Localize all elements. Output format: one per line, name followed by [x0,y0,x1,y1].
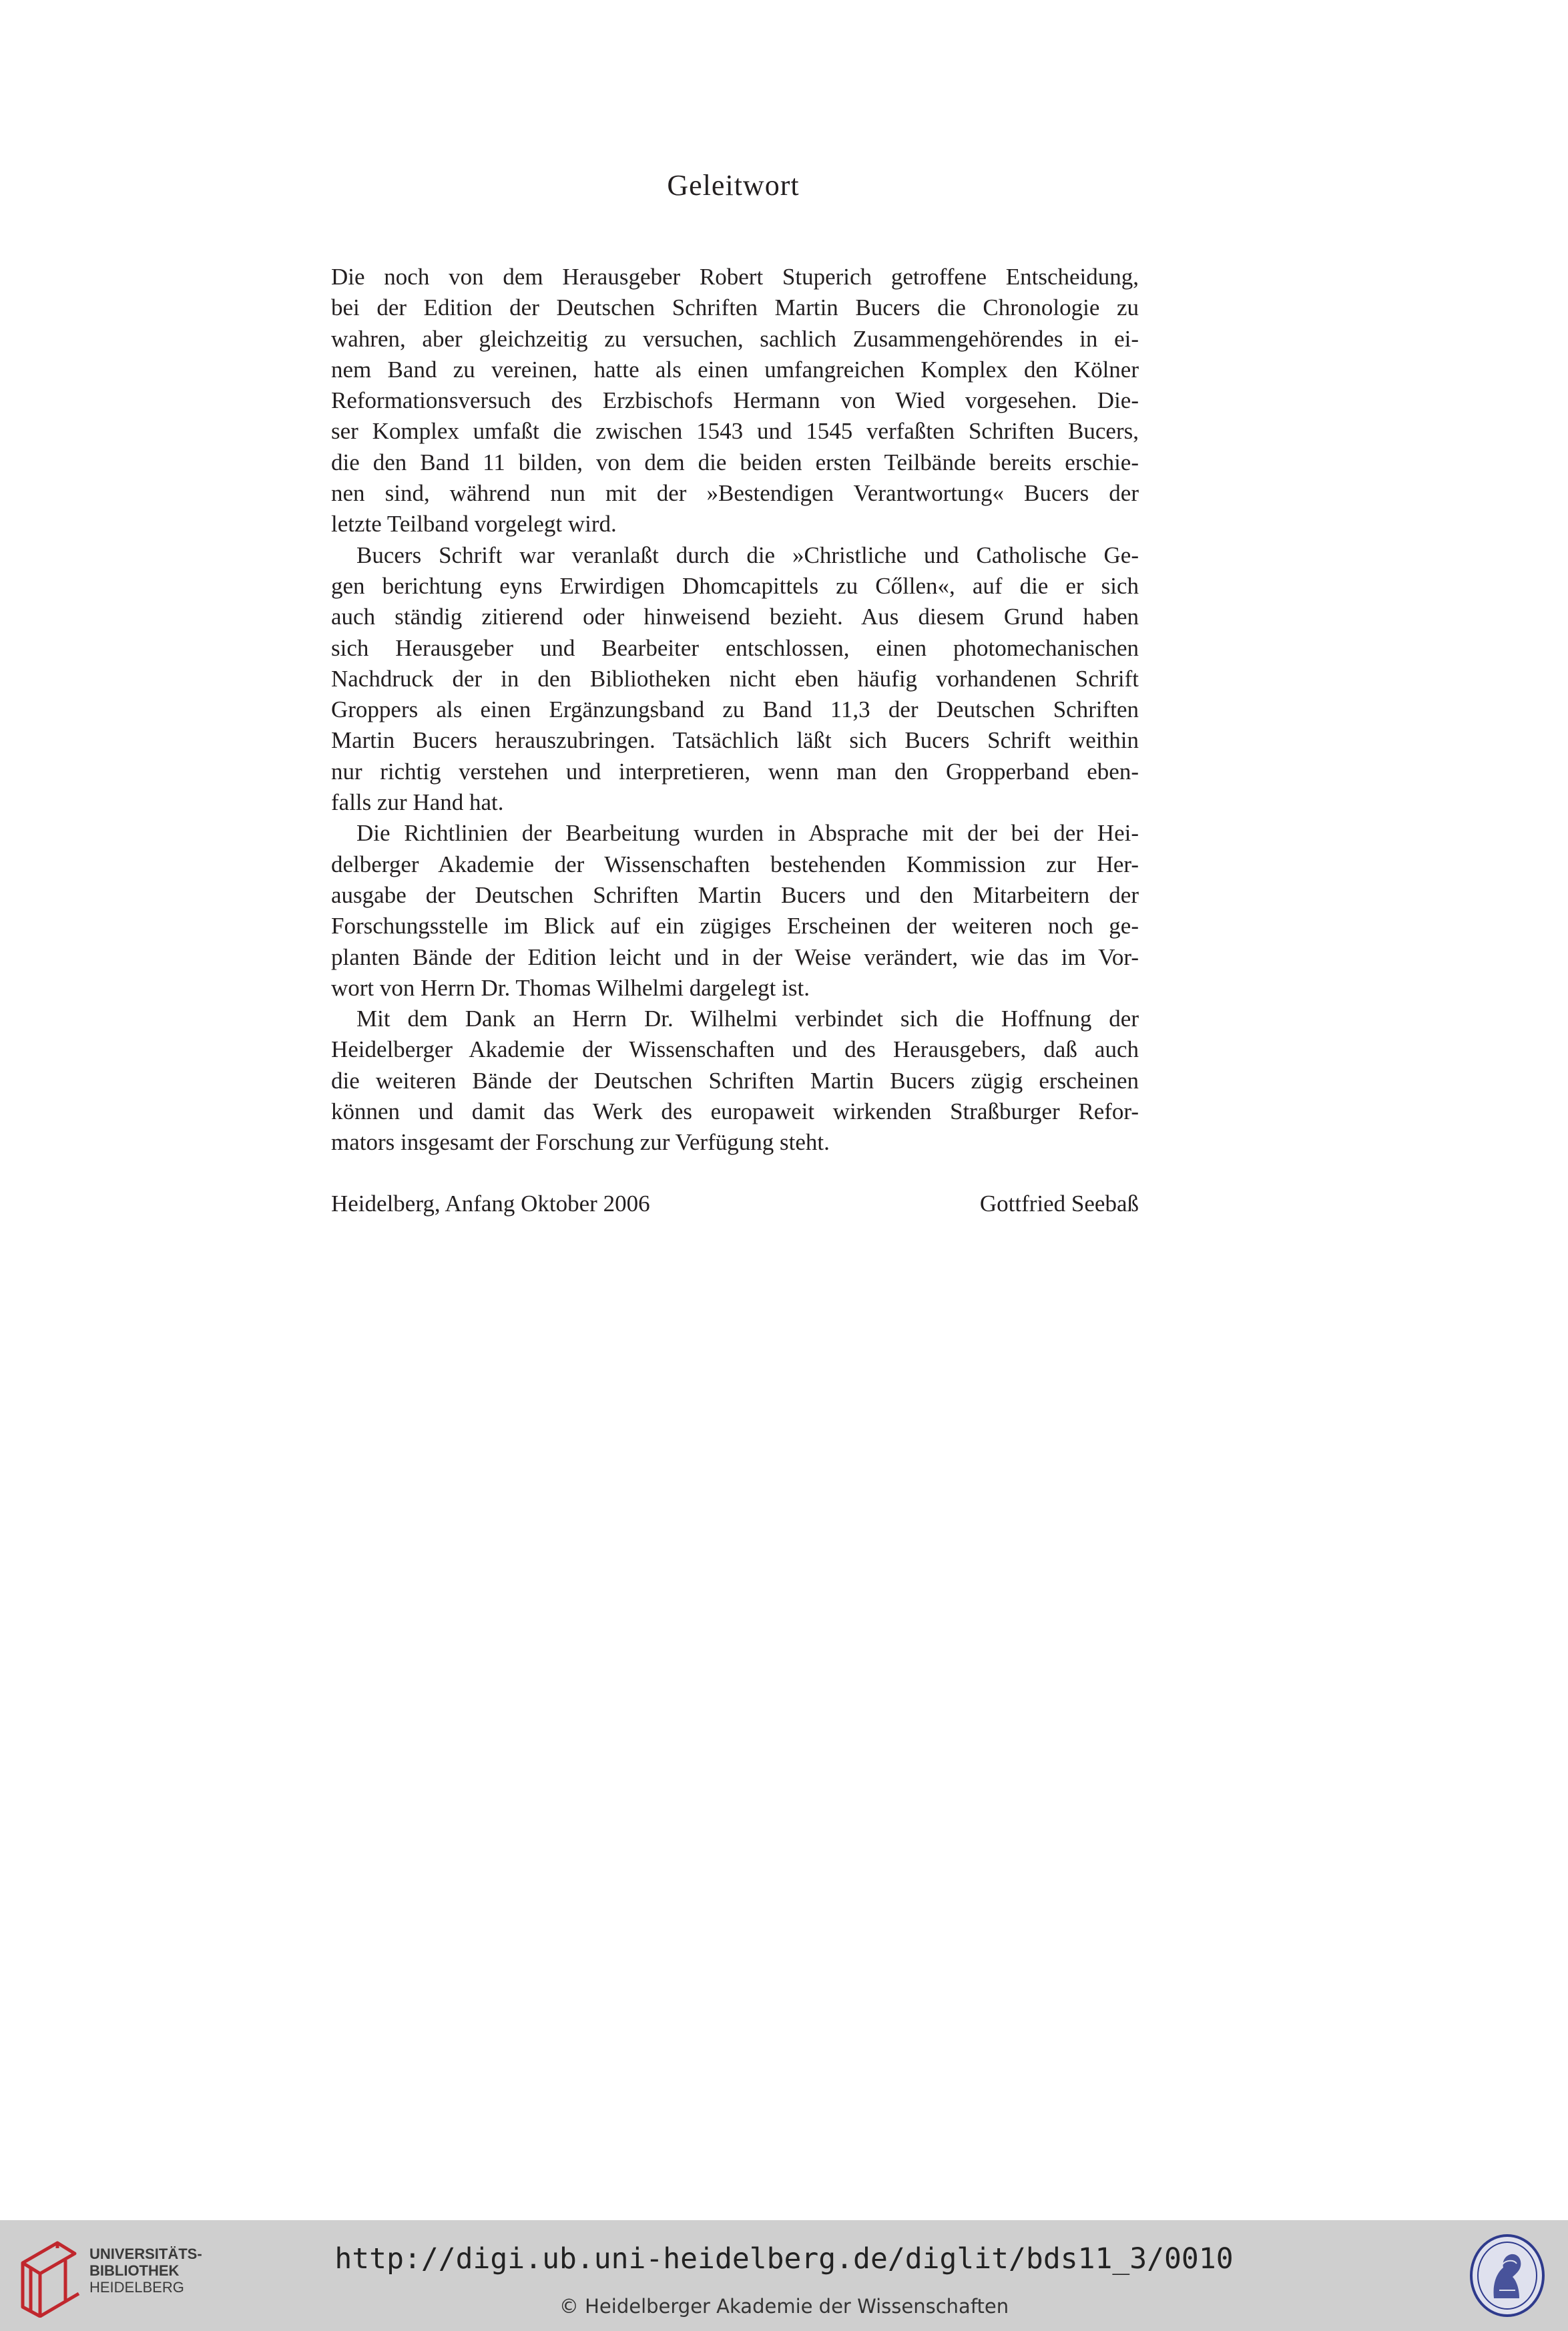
text-line: mators insgesamt der Forschung zur Verfügung steht. [331,1129,830,1156]
text-line: nur richtig verstehen und interpretieren, wenn man den Gropperband eben- [331,758,1139,785]
text-line: planten Bände der Edition leicht und in der Weise verändert, wie das im Vor- [331,943,1139,970]
text-line: wahren, aber gleichzeitig zu versuchen, sachlich Zusammengehörendes in ei- [331,325,1139,352]
page-title: Geleitwort [667,169,800,202]
place-date: Heidelberg, Anfang Oktober 2006 [331,1191,650,1217]
text-line: Die Richtlinien der Bearbeitung wurden in Absprache mit der bei der Hei- [356,820,1139,847]
text-line: falls zur Hand hat. [331,789,504,816]
signature-block [331,1189,1139,1219]
text-line: nem Band zu vereinen, hatte als einen umfangreichen Komplex den Kölner [331,356,1139,383]
text-line: die den Band 11 bilden, von dem die beiden ersten Teilbände bereits erschie- [331,449,1139,475]
text-line: Reformationsversuch des Erzbischofs Hermann von Wied vorgesehen. Die- [331,387,1139,414]
text-line: gen berichtung eyns Erwirdigen Dhomcapittels zu Cőllen«, auf die er sich [331,572,1139,599]
text-line: auch ständig zitierend oder hinweisend bezieht. Aus diesem Grund haben [331,604,1139,630]
text-line: können und damit das Werk des europaweit wirkenden Straßburger Refor- [331,1098,1139,1125]
text-line: nen sind, während nun mit der »Bestendigen Verantwortung« Bucers der [331,480,1139,507]
document-url[interactable]: http://digi.ub.uni-heidelberg.de/diglit/bds11_3/0010 [334,2242,1234,2276]
library-name-line: HEIDELBERG [89,2279,184,2296]
text-line: die weiteren Bände der Deutschen Schriften Martin Bucers zügig erscheinen [331,1067,1139,1094]
footer-bar [0,2220,1568,2331]
text-line: Groppers als einen Ergänzungsband zu Band 11,3 der Deutschen Schriften [331,696,1139,723]
text-line: Die noch von dem Herausgeber Robert Stuperich getroffene Entscheidung, [331,264,1139,290]
text-line: wort von Herrn Dr. Thomas Wilhelmi dargelegt ist. [331,974,810,1001]
library-name-line: UNIVERSITÄTS- [89,2246,202,2262]
text-line: Mit dem Dank an Herrn Dr. Wilhelmi verbindet sich die Hoffnung der [356,1006,1139,1032]
text-line: sich Herausgeber und Bearbeiter entschlossen, einen photomechanischen [331,634,1139,661]
text-line: ausgabe der Deutschen Schriften Martin Bucers und den Mitarbeitern der [331,881,1139,908]
text-line: Heidelberger Akademie der Wissenschaften und des Herausgebers, daß auch [331,1036,1139,1063]
body-text [331,262,1139,1158]
author-name: Gottfried Seebaß [979,1191,1139,1217]
university-seal-icon [1469,2233,1546,2318]
text-line: Nachdruck der in den Bibliotheken nicht eben häufig vorhandenen Schrift [331,665,1139,692]
text-line: ser Komplex umfaßt die zwischen 1543 und 1545 verfaßten Schriften Bucers, [331,418,1139,445]
text-line: delberger Akademie der Wissenschaften bestehenden Kommission zur Her- [331,851,1139,877]
library-name-line: BIBLIOTHEK [89,2262,180,2279]
text-line: letzte Teilband vorgelegt wird. [331,511,617,538]
text-line: bei der Edition der Deutschen Schriften Martin Bucers die Chronologie zu [331,294,1139,321]
text-line: Bucers Schrift war veranlaßt durch die »Christliche und Catholische Ge- [356,542,1139,568]
text-line: Martin Bucers herauszubringen. Tatsächlich läßt sich Bucers Schrift weithin [331,727,1139,754]
copyright-notice: © Heidelberger Akademie der Wissenschaften [559,2295,1009,2318]
text-line: Forschungsstelle im Blick auf ein zügiges Erscheinen der weiteren noch ge- [331,913,1139,939]
